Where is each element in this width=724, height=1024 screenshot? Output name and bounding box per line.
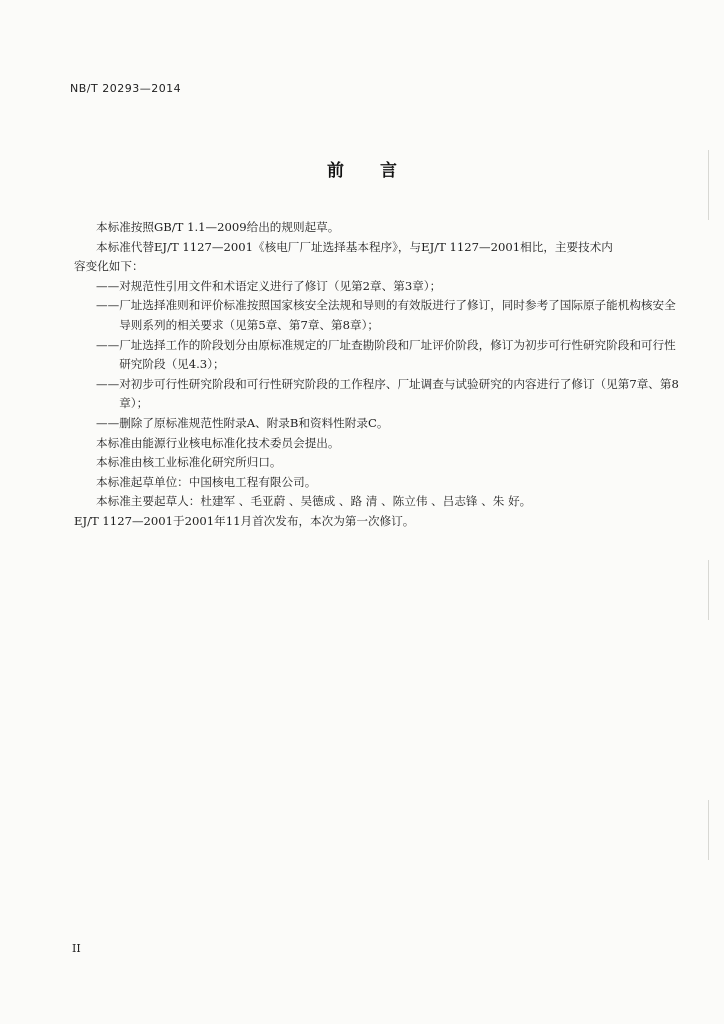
paragraph-proposed-by: 本标准由能源行业核电标准化技术委员会提出。	[96, 435, 340, 450]
change-item-4	[96, 375, 686, 414]
paragraph-centralized-by: 本标准由核工业标准化研究所归口。	[96, 455, 282, 470]
list-dash: ——	[96, 376, 120, 391]
page-number: II	[72, 942, 81, 955]
list-dash: ——	[96, 278, 120, 293]
change-item-text: 对规范性引用文件和术语定义进行了修订（见第2章、第3章）；	[119, 278, 442, 293]
list-dash: ——	[96, 337, 120, 352]
change-item-1	[96, 277, 686, 297]
page-title	[0, 156, 724, 181]
standard-number-header: NB/T 20293—2014	[70, 82, 182, 95]
scan-edge-mark	[708, 150, 709, 220]
change-item-text: 对初步可行性研究阶段和可行性研究阶段的工作程序、厂址调查与试验研究的内容进行了修订（见第7章、第8章）；	[119, 376, 679, 411]
paragraph-history: EJ/T 1127—2001于2001年11月首次发布，本次为第一次修订。	[74, 513, 415, 528]
title-char-2: 言	[380, 161, 397, 181]
change-item-2	[96, 296, 686, 335]
change-item-5	[96, 414, 686, 434]
title-char-1: 前	[327, 161, 344, 181]
list-dash: ——	[96, 298, 120, 313]
paragraph-drafting-unit: 本标准起草单位：中国核电工程有限公司。	[96, 474, 317, 489]
change-item-text: 厂址选择工作的阶段划分由原标准规定的厂址查勘阶段和厂址评价阶段，修订为初步可行性研究阶段和可行性研究阶段（见4.3）；	[119, 337, 676, 372]
change-item-text: 厂址选择准则和评价标准按照国家核安全法规和导则的有效版进行了修订，同时参考了国际原子能机构核安全导则系列的相关要求（见第5章、第7章、第8章）；	[119, 298, 676, 332]
scan-edge-mark	[708, 560, 709, 620]
paragraph-replaces: 本标准代替EJ/T 1127—2001《核电厂厂址选择基本程序》，与EJ/T 1127—2001相比，主要技术内	[96, 239, 613, 254]
paragraph-replaces-continued: 容变化如下：	[74, 259, 144, 274]
foreword-body	[74, 218, 686, 532]
change-item-text: 删除了原标准规范性附录A、附录B和资料性附录C。	[119, 415, 389, 430]
scan-edge-mark	[708, 800, 709, 860]
change-item-3	[96, 336, 686, 375]
paragraph-drafting-rules: 本标准按照GB/T 1.1—2009给出的规则起草。	[96, 220, 340, 234]
paragraph-drafters: 本标准主要起草人：杜建军 、毛亚蔚 、吴德成 、路 清 、陈立伟 、吕志锋 、朱 好。	[96, 494, 532, 509]
list-dash: ——	[96, 415, 120, 430]
